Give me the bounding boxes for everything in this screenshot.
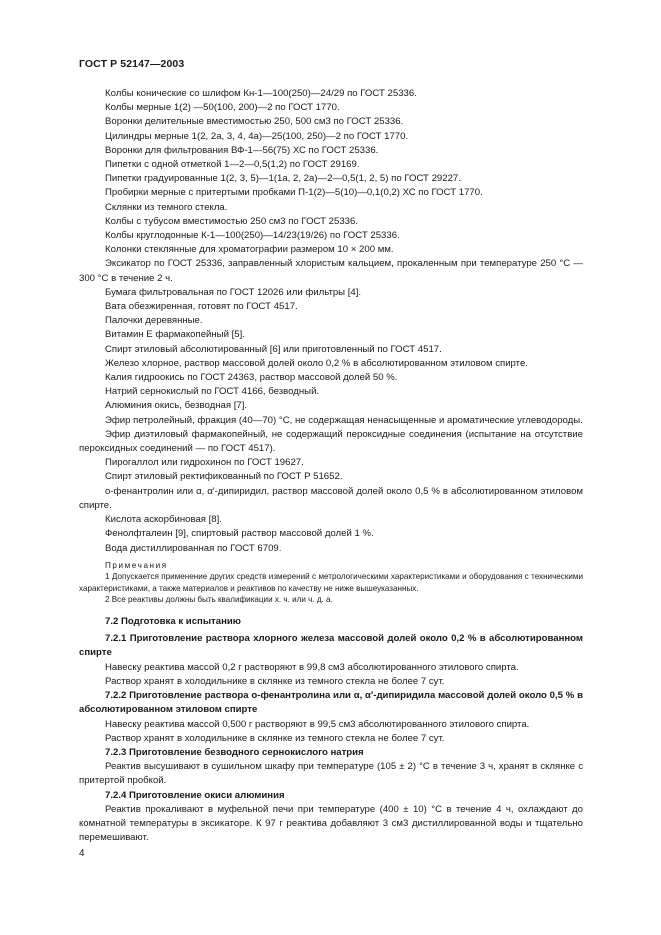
- subsection-7-2-3-title: 7.2.3 Приготовление безводного сернокислого натрия: [105, 746, 364, 758]
- list-item: Пипетки с одной отметкой 1—2—0,5(1,2) по ГОСТ 29169.: [105, 159, 360, 171]
- list-item: Спирт этиловый ректификованный по ГОСТ Р 51652.: [105, 471, 343, 483]
- list-item: Вата обезжиренная, готовят по ГОСТ 4517.: [105, 301, 298, 313]
- section-title: 7.2 Подготовка к испытанию: [105, 616, 241, 628]
- list-item: Колбы конические со шлифом Кн-1—100(250)—24/29 по ГОСТ 25336.: [105, 88, 417, 99]
- list-item: Вода дистиллированная по ГОСТ 6709.: [105, 542, 282, 554]
- list-item: Алюминия окись, безводная [7].: [105, 400, 248, 412]
- diethyl-ether-paragraph: Эфир диэтиловый фармакопейный, не содержащий пероксидные соединения (испытание на отсутствие пероксидных соединений — по ГОСТ 4517).: [79, 428, 583, 455]
- document-header: ГОСТ Р 52147—2003: [79, 58, 185, 70]
- exsiccator-paragraph: Эксикатор по ГОСТ 25336, заправленный хлористым кальцием, прокаленным при температуре 250 °С — 300 °С в течение 2 ч.: [79, 258, 583, 284]
- list-item: Фенолфталеин [9], спиртовый раствор массовой долей 1 %.: [105, 528, 374, 540]
- notes-block: [79, 560, 583, 606]
- list-item: Витамин Е фармакопейный [5].: [105, 329, 245, 341]
- subsection-7-2-2-title: 7.2.2 Приготовление раствора о-фенантролина или α, α′-дипиридила массовой долей около 0,5 % в абсолютированном этиловом спирте: [79, 690, 583, 716]
- list-item: Спирт этиловый абсолютированный [6] или приготовленный по ГОСТ 4517.: [105, 343, 442, 355]
- list-item: Колбы мерные 1(2) —50(100, 200)—2 по ГОСТ 1770.: [105, 102, 340, 114]
- list-item: Колонки стеклянные для хроматографии размером 10 × 200 мм.: [105, 244, 394, 256]
- subsection-7-2-1-paragraph-1: Навеску реактива массой 0,2 г растворяют в 99,8 см3 абсолютированного этилового спирта.: [105, 661, 519, 673]
- list-item: Склянки из темного стекла.: [105, 201, 228, 213]
- page-number: 4: [79, 848, 85, 859]
- petroleum-ether-paragraph: Эфир петролейный, фракция (40—70) °С, не содержащая ненасыщенные и ароматические углеводороды.: [105, 414, 583, 426]
- list-item: Железо хлорное, раствор массовой долей около 0,2 % в абсолютированном этиловом спирте.: [105, 357, 528, 369]
- subsection-7-2-2-paragraph-1: Навеску реактива массой 0,500 г растворяют в 99,5 см3 абсолютированного этилового спирта.: [105, 718, 530, 730]
- notes-title: Примечания: [105, 560, 168, 570]
- note-1: 1 Допускается применение других средств измерений с метрологическими характеристиками и оборудования с техническими характеристиками, а также материалов и реактивов по качеству не ниже вышеуказанных.: [79, 572, 583, 593]
- subsection-7-2-4-title: 7.2.4 Приготовление окиси алюминия: [105, 789, 285, 801]
- list-item: Пипетки градуированные 1(2, 3, 5)—1(1а, 2, 2а)—2—0,5(1, 2, 5) по ГОСТ 29227.: [105, 173, 461, 185]
- subsection-7-2-4-paragraph-1: Реактив прокаливают в муфельной печи при температуре (400 ± 10) °С в течение 4 ч, охлаждают до комнатной температуры в эксикаторе. К 97 г реактива добавляют 3 см3 дистиллированной воды и тщательно перемешивают.: [79, 803, 583, 844]
- list-item: Пробирки мерные с притертыми пробками П-1(2)—5(10)—0,1(0,2) ХС по ГОСТ 1770.: [105, 187, 483, 199]
- list-item: Калия гидроокись по ГОСТ 24363, раствор массовой долей 50 %.: [105, 372, 398, 384]
- list-item: Бумага фильтровальная по ГОСТ 12026 или фильтры [4].: [105, 286, 362, 298]
- list-item: Цилиндры мерные 1(2, 2а, 3, 4, 4а)—25(100, 250)—2 по ГОСТ 1770.: [105, 130, 409, 142]
- equipment-list: [79, 87, 583, 257]
- list-item: Натрий сернокислый по ГОСТ 4166, безводный.: [105, 386, 320, 398]
- subsection-7-2-1-paragraph-2: Раствор хранят в холодильнике в склянке из темного стекла не более 7 сут.: [105, 675, 445, 687]
- subsection-7-2-1-title: 7.2.1 Приготовление раствора хлорного железа массовой долей около 0,2 % в абсолютированном спирте: [79, 633, 583, 659]
- list-item: Палочки деревянные.: [105, 315, 203, 327]
- list-item: Воронки для фильтрования ВФ-1—56(75) ХС по ГОСТ 25336.: [105, 144, 379, 156]
- list-item: Колбы с тубусом вместимостью 250 см3 по ГОСТ 25336.: [105, 215, 359, 227]
- list-item: Воронки делительные вместимостью 250, 500 см3 по ГОСТ 25336.: [105, 116, 404, 128]
- list-item: Колбы круглодонные К-1—100(250)—14/23(19/26) по ГОСТ 25336.: [105, 230, 400, 242]
- phenanthroline-paragraph: о-фенантролин или α, α′-дипиридил, раствор массовой долей около 0,5 % в абсолютированном этиловом спирте.: [79, 485, 583, 511]
- subsection-7-2-3-paragraph-1: Реактив высушивают в сушильном шкафу при температуре (105 ± 2) °С в течение 3 ч, хранят в склянке с притертой пробкой.: [79, 761, 583, 787]
- list-item: Кислота аскорбиновая [8].: [105, 514, 222, 526]
- page-body: [79, 87, 583, 845]
- note-2: 2 Все реактивы должны быть квалификации х. ч. или ч. д. а.: [105, 595, 333, 605]
- reagents-list: [79, 286, 583, 414]
- subsection-7-2-2-paragraph-2: Раствор хранят в холодильнике в склянке из темного стекла не более 7 сут.: [105, 732, 445, 744]
- list-item: Пирогаллол или гидрохинон по ГОСТ 19627.: [105, 457, 304, 469]
